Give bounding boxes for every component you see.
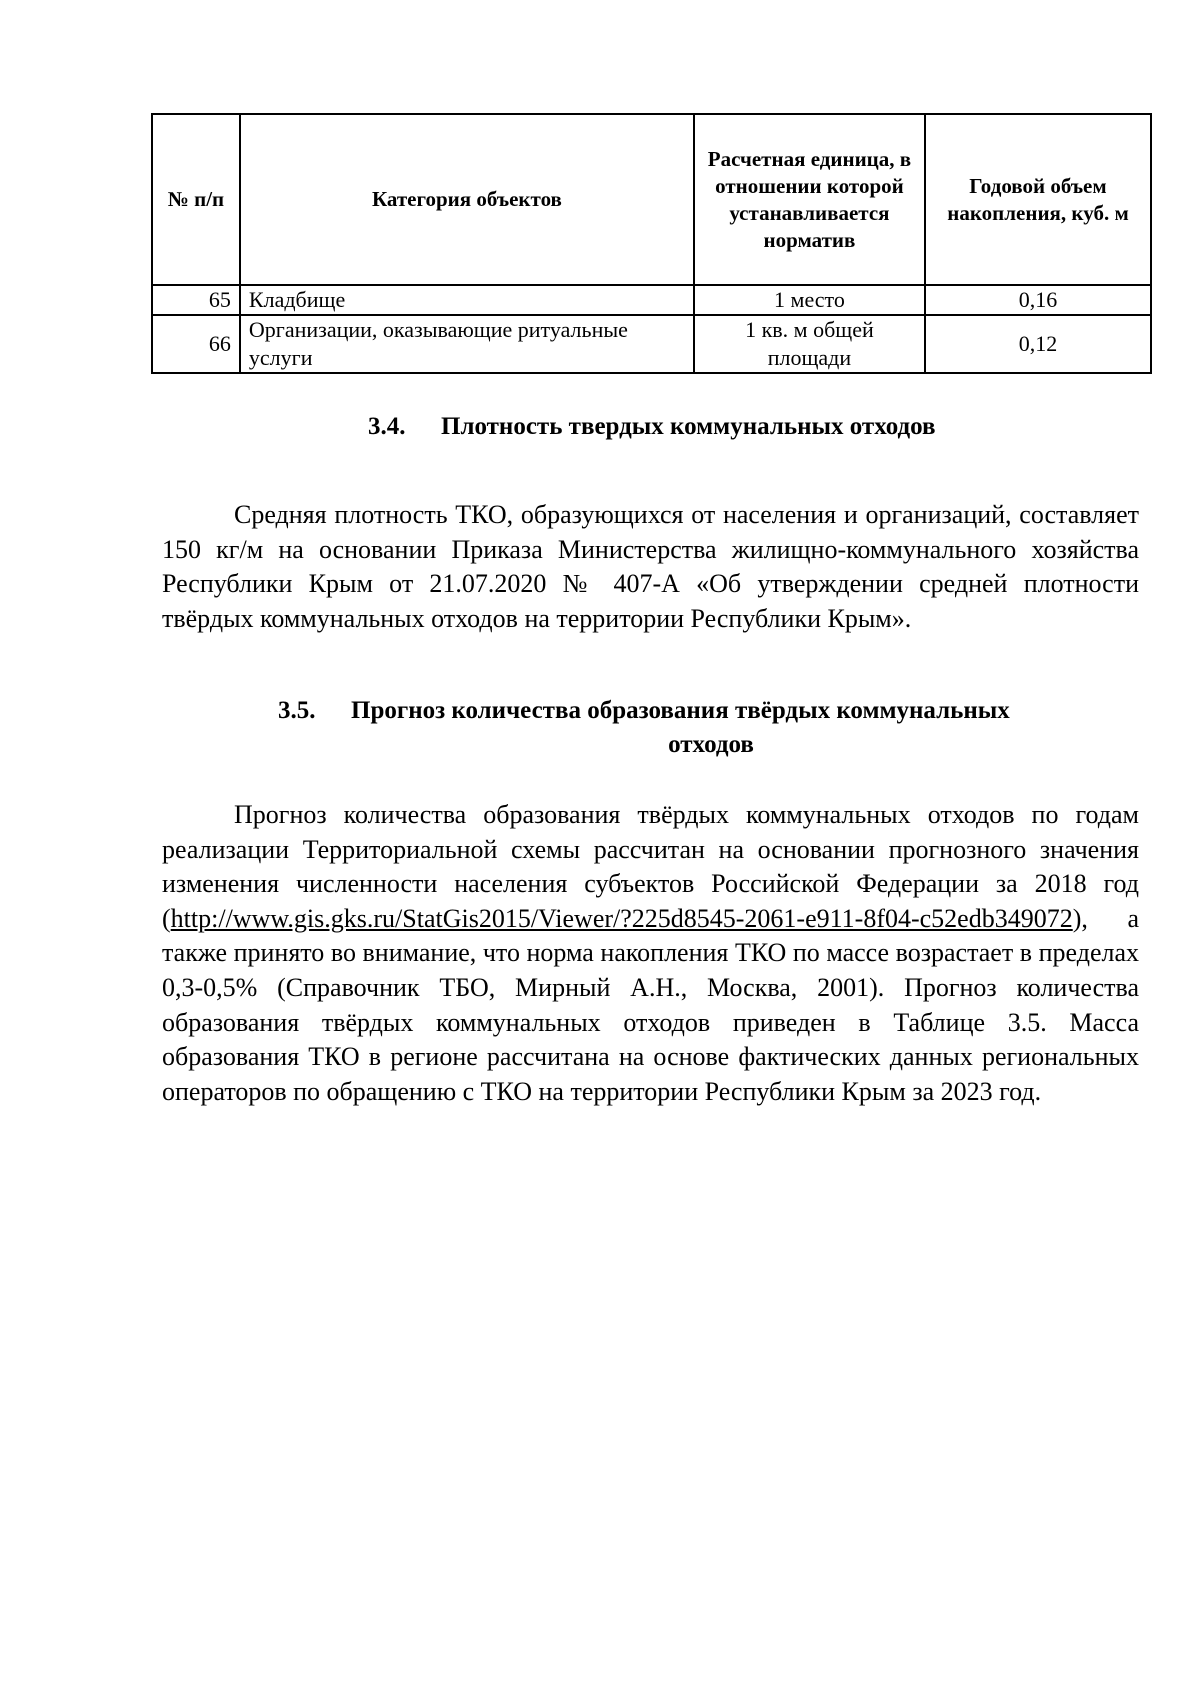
header-num: № п/п [152, 114, 240, 285]
section-3-5-heading [278, 694, 1110, 728]
section-3-5-title-line2: отходов [668, 731, 754, 758]
row-volume: 0,16 [925, 285, 1151, 315]
section-3-5-paragraph [162, 798, 1139, 1109]
row-unit: 1 место [694, 285, 925, 315]
row-volume: 0,12 [925, 315, 1151, 373]
section-3-5-heading-cont [0, 728, 1200, 762]
section-3-5-title-line1: Прогноз количества образования твёрдых коммунальных [351, 697, 1010, 724]
row-category: Организации, оказывающие ритуальные услуги [240, 315, 694, 373]
gks-stat-link[interactable]: http://www.gis.gks.ru/StatGis2015/Viewer/?225d8545-2061-e911-8f04-c52edb349072 [170, 903, 1073, 933]
header-volume: Годовой объем накопления, куб. м [925, 114, 1151, 285]
row-num: 65 [152, 285, 240, 315]
table-row [152, 315, 1151, 373]
row-unit: 1 кв. м общей площади [694, 315, 925, 373]
row-num: 66 [152, 315, 240, 373]
header-category: Категория объектов [240, 114, 694, 285]
row-category: Кладбище [240, 285, 694, 315]
table-row [152, 285, 1151, 315]
section-3-4-paragraph: Средняя плотность ТКО, образующихся от населения и организаций, составляет 150 кг/м на основании Приказа Министерства жилищно-коммунального хозяйства Республики Крым от 21.07.2020 № 407-А «Об утверждении средней плотности твёрдых коммунальных отходов на территории Республики Крым». [162, 500, 1139, 633]
section-3-4-title: Плотность твердых коммунальных отходов [441, 413, 936, 440]
header-unit: Расчетная единица, в отношении которой устанавливается норматив [694, 114, 925, 285]
section-3-5-number: 3.5. [278, 697, 316, 724]
section-3-4-number: 3.4. [368, 413, 406, 440]
paragraph-text-before-link: Прогноз количества образования твёрдых коммунальных отходов по годам реализации Территориальной схемы рассчитан на основании прогнозного значения изменения численности населения субъектов Российской Федерации за 2018 год ( [162, 800, 1139, 933]
table-header-row [152, 114, 1151, 285]
norms-table [151, 113, 1152, 374]
paragraph-text-after-link: ), а также принято во внимание, что норма накопления ТКО по массе возрастает в пределах 0,3-0,5% (Справочник ТБО, Мирный А.Н., Москва, 2001). Прогноз количества образования твёрдых коммунальных отходов приведен в Таблице 3.5. Масса образования ТКО в регионе рассчитана на основе фактических данных региональных операторов по обращению с ТКО на территории Республики Крым за 2023 год. [162, 903, 1139, 1106]
section-3-4-heading [368, 410, 936, 444]
